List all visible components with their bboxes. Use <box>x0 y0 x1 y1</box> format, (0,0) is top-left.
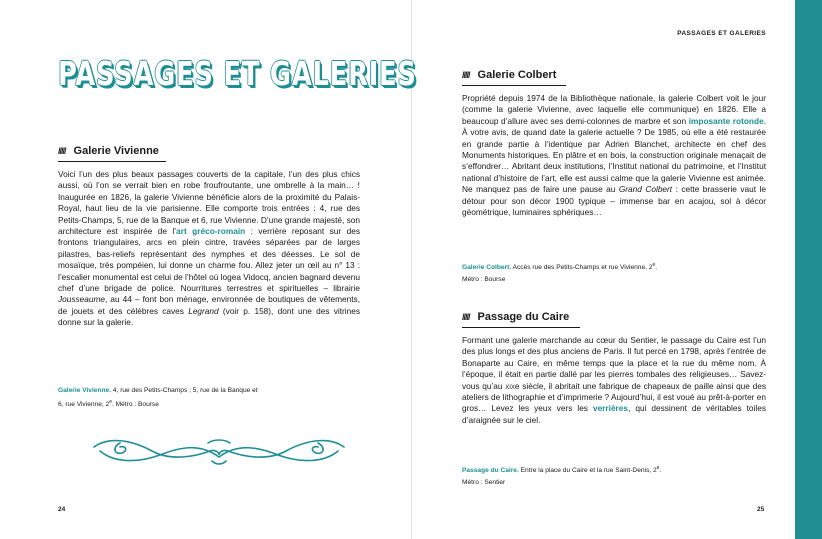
info-text: Métro : Sentier <box>462 478 506 486</box>
page-number-right: 25 <box>757 506 765 513</box>
info-text: 4, rue des Petits-Champs ; 5, rue de la Banque et <box>111 387 258 394</box>
info-label: Galerie Vivienne. <box>58 387 112 394</box>
section-head-galerie-vivienne <box>58 145 159 157</box>
info-text: 6, rue Vivienne, 2 <box>58 400 110 408</box>
text-run: , qui dessinent de véritables toiles d’araignée sur le ciel. <box>462 403 766 425</box>
info-text: Accès rue des Petits-Champs et rue Vivienne, 2 <box>511 264 653 272</box>
text-run: Formant une galerie marchande au cœur du Sentier, le passage du Caire est l’un des plus longs et des plus anciens de Paris. Il fut percé en 1798, après l’entrée de Bonaparte au Caire, en même temps que la place et la rue du même nom. À l’époque, il était en partie dallé par les pierres tombales des religieuses… Savez-vous qu’au <box>462 335 766 391</box>
info-text: . <box>655 264 658 272</box>
body-paragraph-colbert <box>462 93 766 218</box>
text-run: Voici l’un des plus beaux passages couverts de la capitale, l’un des plus chics aussi, où l’on se verrait bien en robe froufroutante, une ombrelle à la main… ! Inauguréе en 1826, la galerie Vivienne bénéficie alors de la proximité du Palais-Royal, haut lieu de la vie parisienne. Elle comporte trois entrées : 4, rue des Petits-Champs, 5, rue de la Banque et 6, rue Vivienne. D’une grande majesté, son architecture est inspirée de l’ <box>58 169 360 237</box>
text-run: : verrière reposant sur des frontons triangulaires, arcs en plein cintre, travées séparées par de larges pilastres, bas-reliefs représentant des nymphes et des déesses. Le sol de mosaïque, très pompéien, lui donne un charme fou. Allez jeter un œil au n° 13 : l’escalier monumental est celui de l’hôtel où logea Vidocq, ancien bagnard devenu chef d’une brigade de police. Nourritures terrestres et spirituelles – librairie <box>58 226 360 294</box>
section-slashes-icon: ///// <box>58 146 66 156</box>
body-paragraph-caire <box>462 335 766 426</box>
info-label: Galerie Colbert. <box>462 264 512 272</box>
thumb-tab-strip <box>795 0 822 539</box>
scroll-ornament-icon <box>90 435 348 467</box>
info-text: Entre la place du Caire et la rue Saint-Denis, 2 <box>518 467 657 475</box>
highlight-term: verrières <box>592 403 629 414</box>
heading-underline <box>58 161 166 162</box>
italic-term: Jousseaume <box>58 294 106 305</box>
heading-underline <box>462 85 566 86</box>
info-sup: e <box>109 398 112 405</box>
text-run: Propriété depuis 1974 de la Bibliothèque nationale, la galerie Colbert voit le jour (comme la galerie Vivienne, avec laquelle elle communique) en 1826. Elle a beaucoup d’allure avec ses demi-colonnes de marbre et son <box>462 93 766 126</box>
info-sup: e <box>656 465 660 471</box>
info-text: . Métro : Bourse <box>111 400 159 408</box>
text-run: , au 44 – font bon ménage, environnée de boutiques de vêtements, de jouets et des célèbres caves <box>58 294 360 316</box>
info-sup: e <box>652 262 656 268</box>
section-slashes-icon: ///// <box>462 312 470 322</box>
italic-term: Legrand <box>188 305 219 316</box>
section-heading: Galerie Vivienne <box>73 145 159 157</box>
section-head-passage-du-caire <box>462 311 569 323</box>
text-run: e siècle, il abritait une fabrique de chapeaux de paille ainsi que des ateliers de lithographie et d’imprimerie ? Aujourd’hui, il est voué au prêt-à-porter en gros… Levez les yeux vers les <box>462 380 766 414</box>
small-caps-text: xix <box>505 380 515 391</box>
practical-info-vivienne <box>58 385 360 410</box>
practical-info-caire <box>462 463 766 488</box>
page-number-left: 24 <box>58 506 66 513</box>
text-run: : cette brasserie vaut le détour pour son décor 1900 typique – immense bar en acajou, sol à décor géométrique, luminaires sphériques… <box>462 184 766 218</box>
section-heading: Passage du Caire <box>477 311 570 323</box>
info-label: Passage du Caire. <box>462 467 519 475</box>
text-run: . À votre avis, de quand date la galerie actuelle ? De 1985, où elle a été restaurée en grande partie à l’identique par Adrien Blanchet, architecte en chef des Monuments historiques. En plâtre et en bois, la construction originale menaçait de s’effondrer… Abritant deux institutions, l’Institut national du patrimoine, et l’Institut national d’histoire de l’art, elle est aussi calme que la galerie Vivienne est animée. Ne manquez pas de faire une pause au <box>462 115 766 195</box>
info-text: . <box>659 467 662 475</box>
highlight-term: imposante rotonde <box>688 115 764 126</box>
section-heading: Galerie Colbert <box>477 69 557 81</box>
text-run: (voir p. 158), dont une des vitrines donne sur la galerie. <box>58 305 361 328</box>
running-head: PASSAGES ET GALERIES <box>677 30 766 37</box>
highlight-term: art gréco-romain <box>176 226 246 237</box>
page-title: PASSAGES ET GALERIES <box>58 54 417 93</box>
italic-term: Grand Colbert <box>618 184 673 195</box>
body-paragraph-vivienne <box>58 169 360 329</box>
practical-info-colbert <box>462 260 766 285</box>
section-slashes-icon: ///// <box>462 70 470 80</box>
info-text: Métro : Bourse <box>462 275 506 283</box>
heading-underline <box>462 327 580 328</box>
section-head-galerie-colbert <box>462 69 556 81</box>
